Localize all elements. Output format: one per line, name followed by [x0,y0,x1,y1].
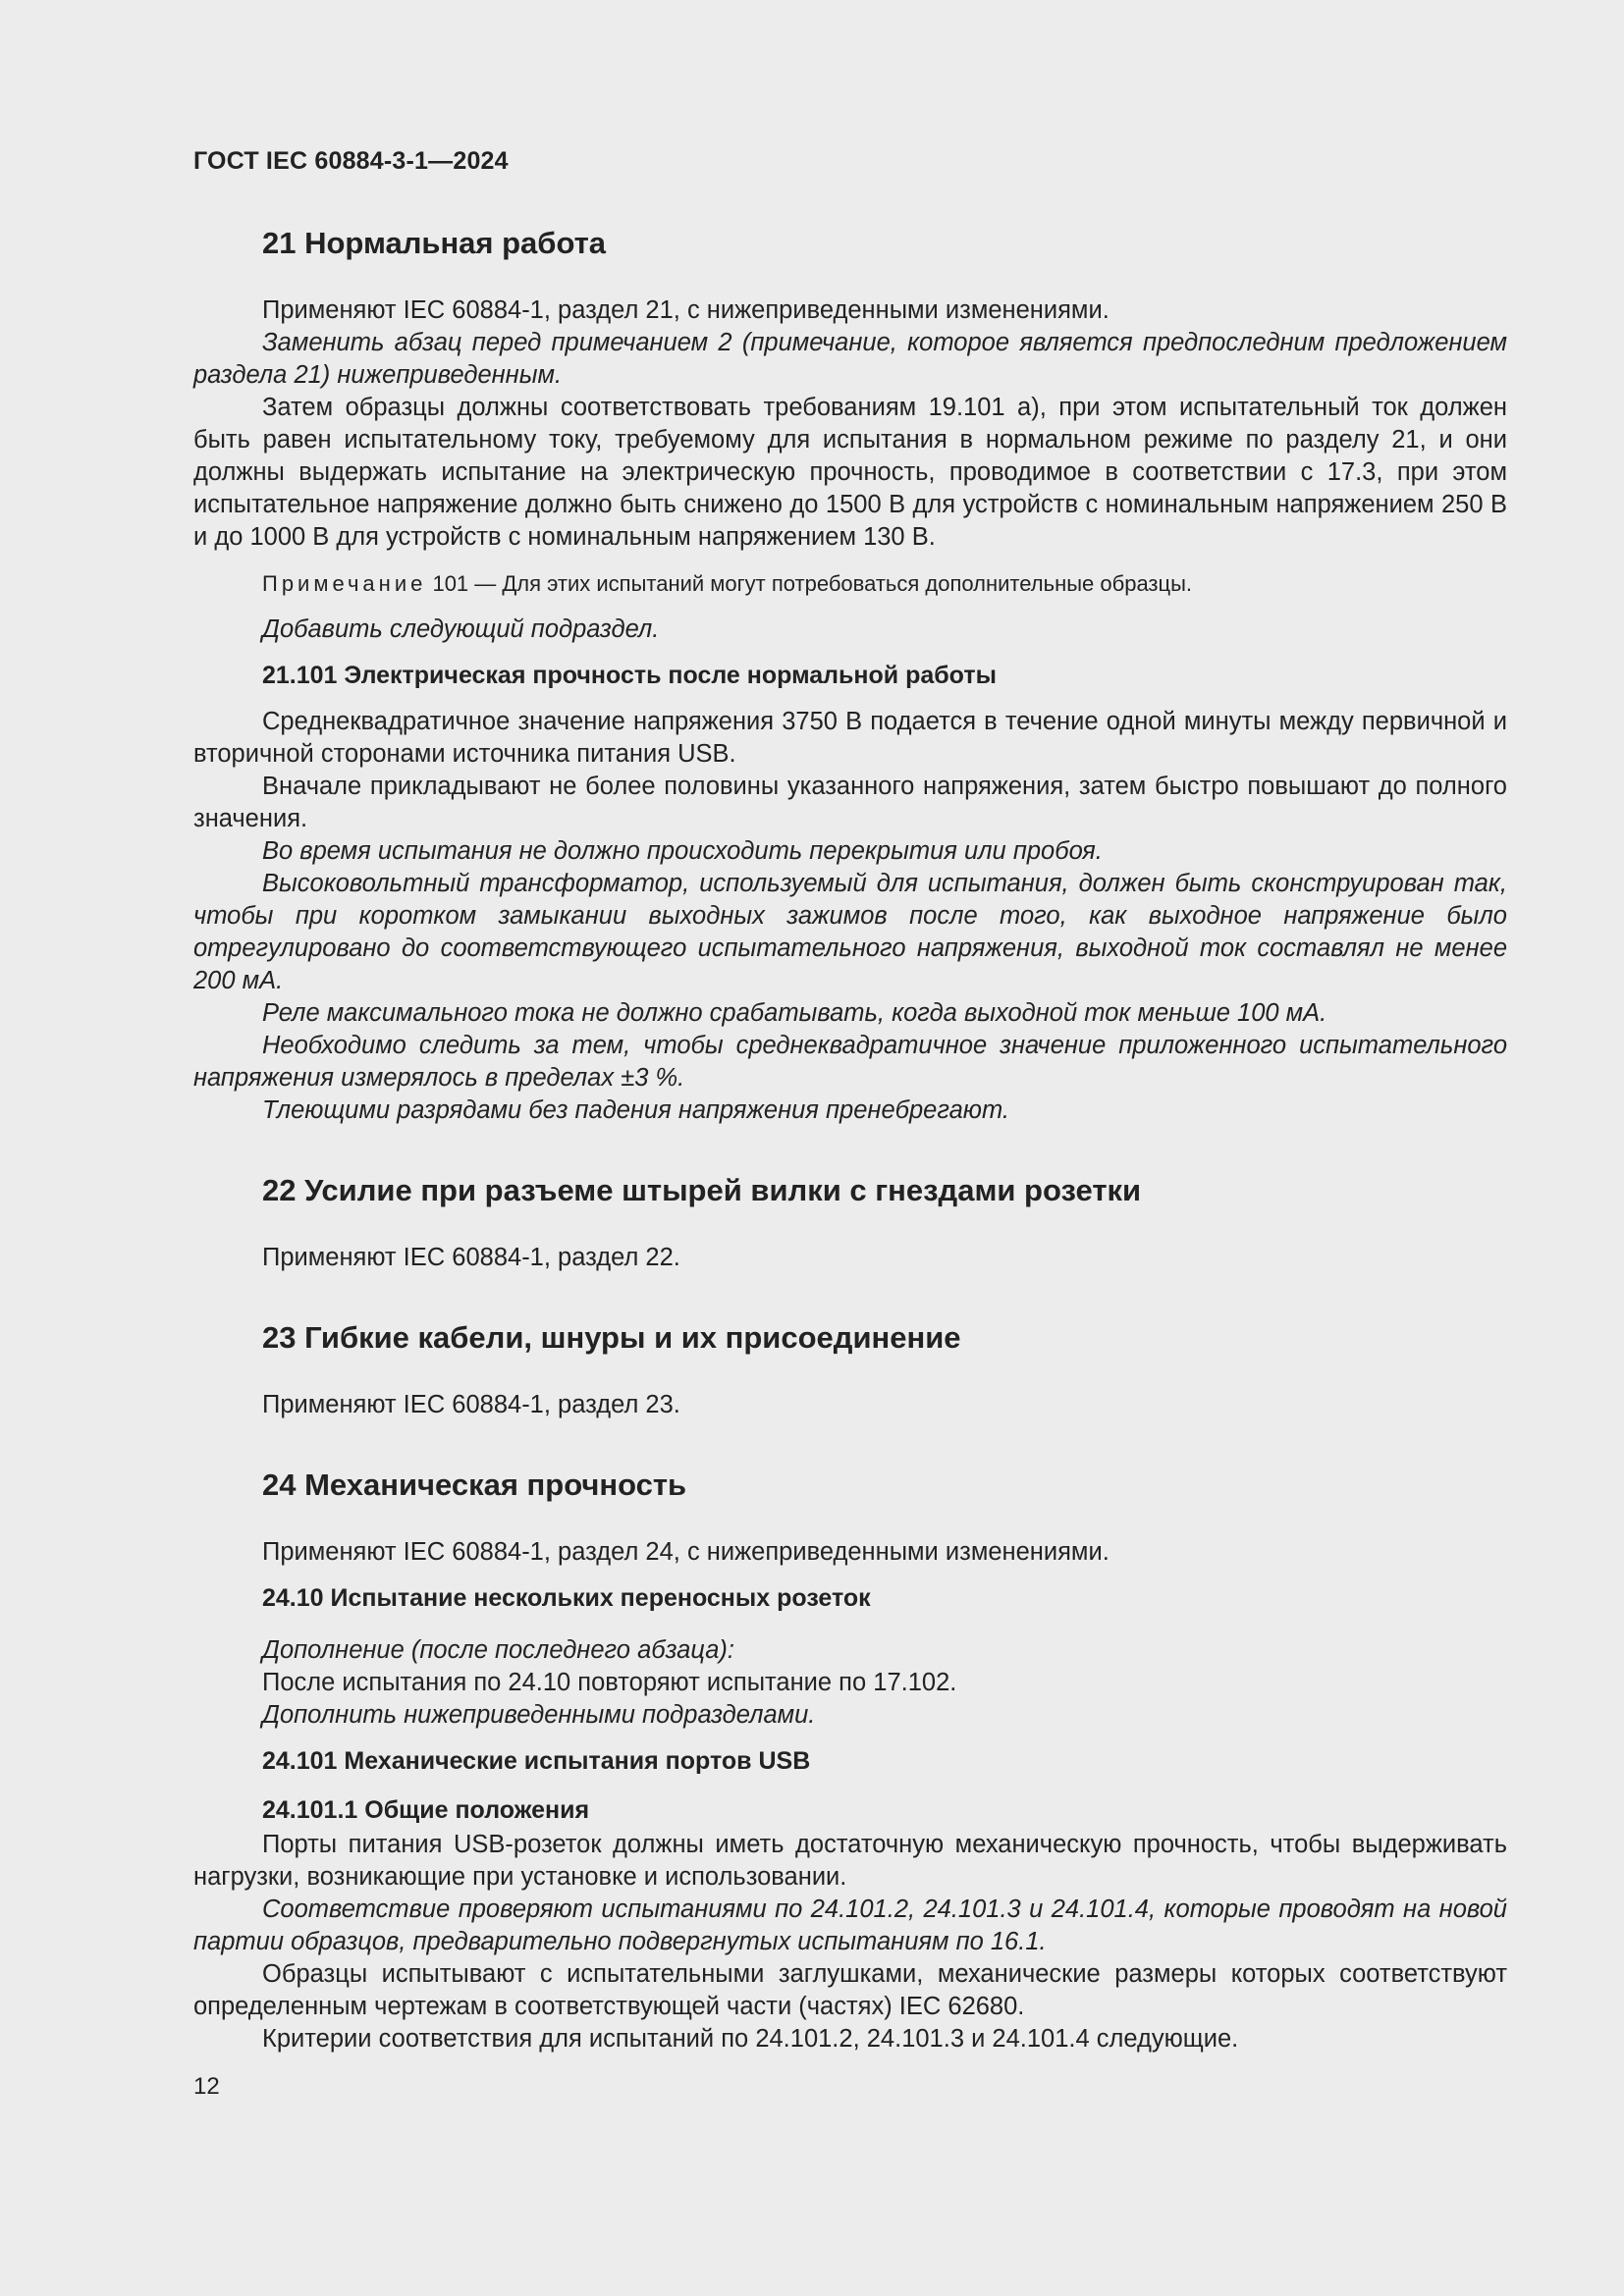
section-21-paragraph-4: Добавить следующий подраздел. [262,615,660,644]
subsection-21-101-paragraph-7: Тлеющими разрядами без падения напряжения пренебрегают. [262,1095,1010,1124]
subsection-24-101-1-paragraph-1: Порты питания USB-розеток должны иметь достаточную механическую прочность, чтобы выдерживать нагрузки, возникающие при установке и использовании. [193,1830,1507,1891]
subsection-24-101-title: 24.101 Механические испытания портов USB [262,1746,811,1775]
section-23-paragraph-1: Применяют IEC 60884-1, раздел 23. [262,1391,680,1419]
subsection-24-10-title: 24.10 Испытание нескольких переносных розеток [262,1584,871,1613]
subsection-21-101-paragraph-5: Реле максимального тока не должно срабатывать, когда выходной ток меньше 100 мА. [262,998,1327,1027]
subsection-24-101-1-paragraph-3: Образцы испытывают с испытательными заглушками, механические размеры которых соответствуют определенным чертежам в соответствующей части (частях) IEC 62680. [193,1959,1507,2020]
subsection-24-101-1-paragraph-4: Критерии соответствия для испытаний по 24.101.2, 24.101.3 и 24.101.4 следующие. [262,2024,1239,2053]
document-header: ГОСТ IEC 60884-3-1—2024 [193,147,509,175]
subsection-24-101-1-paragraph-2: Соответствие проверяют испытаниями по 24.101.2, 24.101.3 и 24.101.4, которые проводят на новой партии образцов, предварительно подвергнутых испытаниям по 16.1. [193,1895,1507,1955]
section-24-paragraph-1: Применяют IEC 60884-1, раздел 24, с нижеприведенными изменениями. [262,1538,1110,1567]
section-21-title: 21 Нормальная работа [262,226,607,260]
note-text: 101 — Для этих испытаний могут потребоваться дополнительные образцы. [426,571,1193,597]
section-21-note [193,567,1507,600]
section-23-title: 23 Гибкие кабели, шнуры и их присоединение [262,1319,961,1355]
section-21-paragraph-2: Заменить абзац перед примечанием 2 (примечание, которое является предпоследним предложением раздела 21) нижеприведенным. [193,329,1507,390]
subsection-21-101-paragraph-6: Необходимо следить за тем, чтобы среднеквадратичное значение приложенного испытательного напряжения измерялось в пределах ±3 %. [193,1031,1507,1092]
section-21-paragraph-3: Затем образцы должны соответствовать требованиям 19.101 а), при этом испытательный ток должен быть равен испытательному току, требуемому для испытания в нормальном режиме по разделу 21, и они должны выдержать испытание на электрическую прочность, проводимое в соответствии с 17.3, при этом испытательное напряжение должно быть снижено до 1500 В для устройств с номинальным напряжением 250 В и до 1000 В для устройств с номинальным напряжением 130 В. [193,394,1507,552]
subsection-24-10-paragraph-3: Дополнить нижеприведенными подразделами. [262,1700,816,1729]
subsection-21-101-paragraph-2: Вначале прикладывают не более половины указанного напряжения, затем быстро повышают до полного значения. [193,772,1507,832]
subsection-24-10-paragraph-1: Дополнение (после последнего абзаца): [262,1635,734,1664]
subsection-21-101-paragraph-1: Среднеквадратичное значение напряжения 3750 В подается в течение одной минуты между первичной и вторичной сторонами источника питания USB. [193,707,1507,768]
subsection-24-10-paragraph-2: После испытания по 24.10 повторяют испытание по 17.102. [262,1668,957,1696]
page-number: 12 [193,2073,220,2100]
section-24-title: 24 Механическая прочность [262,1468,687,1503]
subsection-21-101-paragraph-4: Высоковольтный трансформатор, используемый для испытания, должен быть сконструирован так, чтобы при коротком замыкании выходных зажимов после того, как выходное напряжение было отрегулировано до соответствующего испытательного напряжения, выходной ток составлял не менее 200 мА. [193,869,1507,994]
subsection-21-101-paragraph-3: Во время испытания не должно происходить перекрытия или пробоя. [262,836,1103,865]
note-label: Примечание [262,571,427,597]
section-22-title: 22 Усилие при разъеме штырей вилки с гнездами розетки [262,1172,1142,1207]
subsection-21-101-title: 21.101 Электрическая прочность после нормальной работы [262,662,997,690]
section-22-paragraph-1: Применяют IEC 60884-1, раздел 22. [262,1243,680,1271]
section-21-paragraph-1: Применяют IEC 60884-1, раздел 21, с нижеприведенными изменениями. [262,296,1110,325]
subsection-24-101-1-title: 24.101.1 Общие положения [262,1796,590,1825]
